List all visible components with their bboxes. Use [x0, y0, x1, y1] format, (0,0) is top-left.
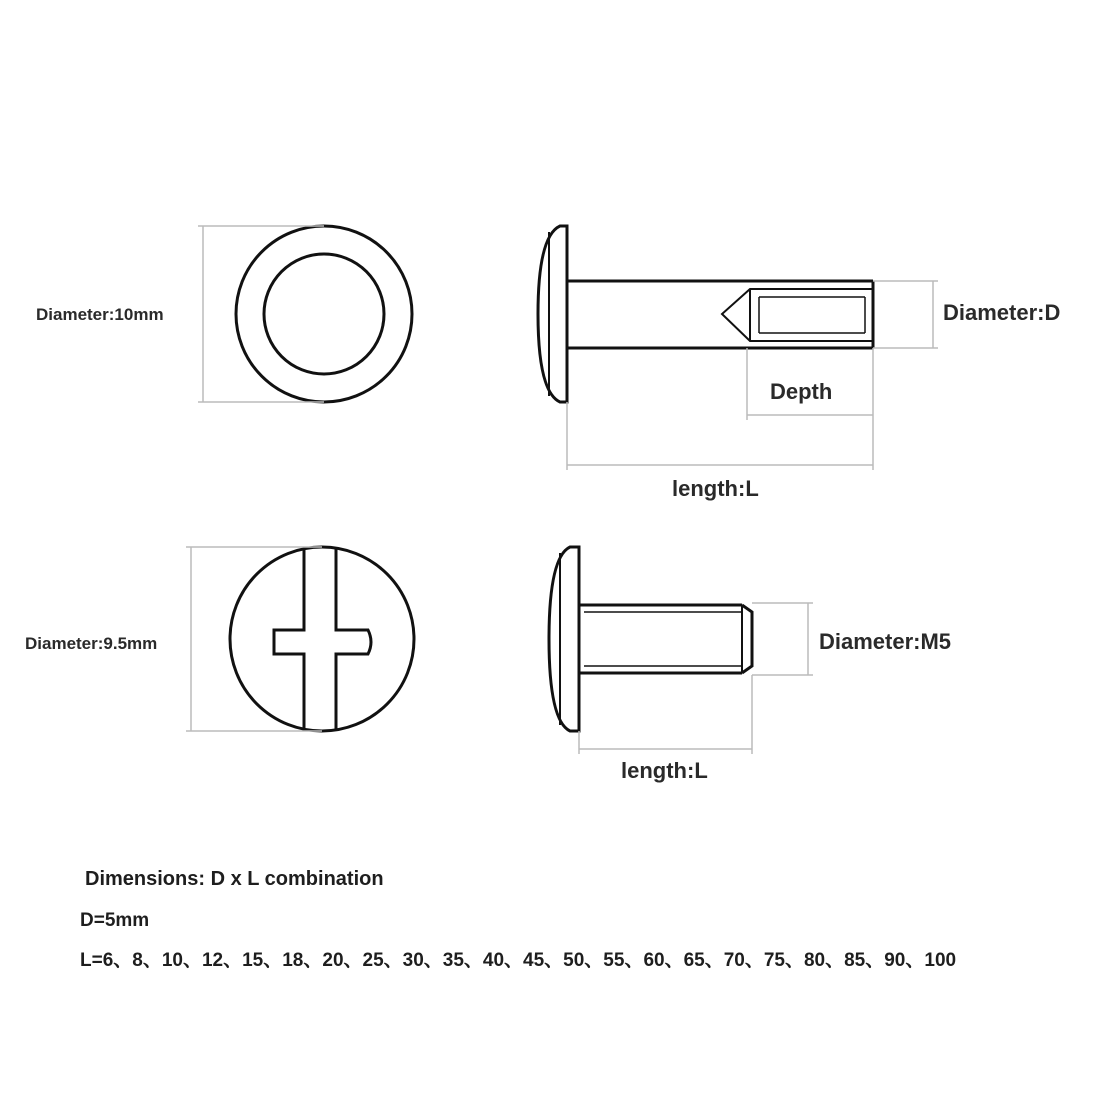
top-depth-label: Depth: [770, 379, 833, 404]
bottom-thread-diameter-label: Diameter:M5: [819, 629, 952, 654]
top-barrel-side-view: [538, 226, 873, 402]
top-length-label: length:L: [672, 476, 759, 501]
top-dimension-lines: [567, 281, 938, 470]
specs-title: Dimensions: D x L combination: [85, 868, 384, 890]
bottom-dimension-lines: [579, 603, 813, 754]
bottom-head-diameter-dimension: [186, 547, 322, 731]
top-hole-diameter-label: Diameter:D: [943, 300, 1061, 325]
bottom-head-front-view: [230, 547, 414, 731]
specs-diameter-line: D=5mm: [80, 910, 150, 931]
top-head-diameter-label: Diameter:10mm: [36, 305, 164, 324]
bottom-head-diameter-label: Diameter:9.5mm: [25, 634, 158, 653]
bottom-length-label: length:L: [621, 758, 708, 783]
top-head-front-view: [236, 226, 412, 402]
specs-length-line: L=6、8、10、12、15、18、20、25、30、35、40、45、50、55、60、65、70、75、80、85、90、100: [80, 950, 957, 971]
bottom-screw-side-view: [549, 547, 752, 731]
